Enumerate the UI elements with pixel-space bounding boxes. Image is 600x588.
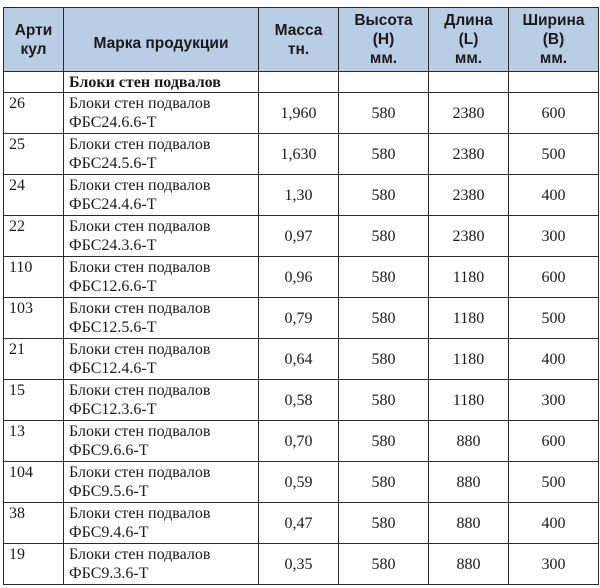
- table-row: [4, 421, 599, 462]
- header-row: [4, 8, 599, 72]
- cell-article: 21: [4, 339, 64, 380]
- product-mark: ФБС24.3.6-Т: [69, 237, 157, 254]
- header-length-line-3: мм.: [454, 50, 483, 67]
- product-name: Блоки стен подвалов: [69, 95, 211, 112]
- table-row: [4, 134, 599, 175]
- cell-width: 400: [509, 339, 599, 380]
- table-row: [4, 298, 599, 339]
- cell-length: 2380: [429, 93, 509, 134]
- cell-width: 500: [509, 298, 599, 339]
- section-row: [4, 72, 599, 93]
- section-empty-cell: [509, 72, 599, 93]
- cell-mass: 0,79: [259, 298, 339, 339]
- table-row: [4, 93, 599, 134]
- cell-length: 2380: [429, 216, 509, 257]
- product-name: Блоки стен подвалов: [69, 341, 211, 358]
- cell-article: 15: [4, 380, 64, 421]
- product-name: Блоки стен подвалов: [69, 423, 211, 440]
- cell-height: 580: [339, 134, 429, 175]
- product-name: Блоки стен подвалов: [69, 177, 211, 194]
- product-mark: ФБС12.3.6-Т: [69, 401, 157, 418]
- cell-height: 580: [339, 421, 429, 462]
- product-name: Блоки стен подвалов: [69, 136, 211, 153]
- cell-product: [64, 298, 259, 339]
- header-width-line-3: мм.: [539, 50, 568, 67]
- cell-width: 600: [509, 421, 599, 462]
- cell-product: [64, 503, 259, 544]
- section-empty-cell: [429, 72, 509, 93]
- product-mark: ФБС12.4.6-Т: [69, 360, 157, 377]
- product-mark: ФБС12.6.6-Т: [69, 278, 157, 295]
- cell-mass: 0,64: [259, 339, 339, 380]
- cell-product: [64, 175, 259, 216]
- header-height-line-2: (H): [372, 31, 395, 48]
- product-name: Блоки стен подвалов: [69, 464, 211, 481]
- cell-product: [64, 257, 259, 298]
- header-height: [339, 8, 429, 72]
- header-height-line-1: Высота: [354, 12, 413, 29]
- cell-length: 1180: [429, 339, 509, 380]
- table-row: [4, 380, 599, 421]
- cell-height: 580: [339, 339, 429, 380]
- table-row: [4, 462, 599, 503]
- cell-mass: 0,59: [259, 462, 339, 503]
- table-row: [4, 503, 599, 544]
- product-name: Блоки стен подвалов: [69, 505, 211, 522]
- cell-length: 1180: [429, 257, 509, 298]
- cell-mass: 0,35: [259, 544, 339, 585]
- section-title: Блоки стен подвалов: [64, 72, 259, 93]
- cell-height: 580: [339, 462, 429, 503]
- header-article-line-1: Арти: [14, 21, 53, 39]
- cell-width: 500: [509, 462, 599, 503]
- product-mark: ФБС24.6.6-Т: [69, 114, 157, 131]
- cell-product: [64, 134, 259, 175]
- cell-mass: 1,630: [259, 134, 339, 175]
- header-mass-line-1: Масса: [274, 21, 323, 39]
- header-article: [4, 8, 64, 72]
- cell-height: 580: [339, 257, 429, 298]
- cell-height: 580: [339, 298, 429, 339]
- cell-height: 580: [339, 503, 429, 544]
- cell-length: 1180: [429, 298, 509, 339]
- product-mark: ФБС9.3.6-Т: [69, 565, 149, 582]
- cell-width: 400: [509, 503, 599, 544]
- product-mark: ФБС9.6.6-Т: [69, 442, 149, 459]
- table-row: [4, 544, 599, 585]
- cell-height: 580: [339, 544, 429, 585]
- table-row: [4, 339, 599, 380]
- header-length-line-2: (L): [458, 31, 479, 48]
- cell-mass: 0,58: [259, 380, 339, 421]
- table-row: [4, 257, 599, 298]
- cell-width: 600: [509, 93, 599, 134]
- header-height-line-3: мм.: [369, 50, 398, 67]
- cell-article: 104: [4, 462, 64, 503]
- cell-product: [64, 380, 259, 421]
- product-name: Блоки стен подвалов: [69, 382, 211, 399]
- cell-mass: 0,96: [259, 257, 339, 298]
- cell-mass: 1,960: [259, 93, 339, 134]
- header-width-line-1: Ширина: [522, 12, 585, 29]
- product-mark: ФБС9.5.6-Т: [69, 483, 149, 500]
- cell-article: 24: [4, 175, 64, 216]
- section-empty-cell: [339, 72, 429, 93]
- product-mark: ФБС12.5.6-Т: [69, 319, 157, 336]
- table-row: [4, 216, 599, 257]
- cell-width: 300: [509, 380, 599, 421]
- cell-length: 2380: [429, 134, 509, 175]
- cell-article: 38: [4, 503, 64, 544]
- cell-mass: 0,70: [259, 421, 339, 462]
- cell-product: [64, 339, 259, 380]
- cell-height: 580: [339, 216, 429, 257]
- cell-article: 103: [4, 298, 64, 339]
- header-mass-line-2: тн.: [287, 40, 310, 58]
- header-product: Марка продукции: [64, 8, 259, 72]
- cell-height: 580: [339, 93, 429, 134]
- cell-length: 880: [429, 421, 509, 462]
- cell-width: 300: [509, 216, 599, 257]
- table-header: [4, 8, 599, 72]
- header-length-line-1: Длина: [444, 12, 493, 29]
- product-mark: ФБС24.4.6-Т: [69, 196, 157, 213]
- product-name: Блоки стен подвалов: [69, 546, 211, 563]
- cell-length: 880: [429, 462, 509, 503]
- product-mark: ФБС9.4.6-Т: [69, 524, 149, 541]
- cell-article: 13: [4, 421, 64, 462]
- header-width: [509, 8, 599, 72]
- product-name: Блоки стен подвалов: [69, 218, 211, 235]
- header-width-line-2: (B): [542, 31, 565, 48]
- cell-width: 600: [509, 257, 599, 298]
- header-length: [429, 8, 509, 72]
- cell-width: 500: [509, 134, 599, 175]
- cell-mass: 0,47: [259, 503, 339, 544]
- cell-product: [64, 93, 259, 134]
- cell-height: 580: [339, 175, 429, 216]
- cell-mass: 1,30: [259, 175, 339, 216]
- cell-article: 19: [4, 544, 64, 585]
- product-spec-table: [3, 7, 599, 585]
- header-article-line-2: кул: [20, 40, 47, 58]
- cell-article: 110: [4, 257, 64, 298]
- cell-length: 2380: [429, 175, 509, 216]
- cell-product: [64, 462, 259, 503]
- cell-height: 580: [339, 380, 429, 421]
- product-mark: ФБС24.5.6-Т: [69, 155, 157, 172]
- cell-width: 400: [509, 175, 599, 216]
- cell-article: 26: [4, 93, 64, 134]
- cell-product: [64, 544, 259, 585]
- cell-article: 25: [4, 134, 64, 175]
- cell-length: 880: [429, 544, 509, 585]
- cell-product: [64, 421, 259, 462]
- cell-article: 22: [4, 216, 64, 257]
- cell-width: 300: [509, 544, 599, 585]
- section-empty-cell: [259, 72, 339, 93]
- header-mass: [259, 8, 339, 72]
- cell-length: 1180: [429, 380, 509, 421]
- table-row: [4, 175, 599, 216]
- cell-mass: 0,97: [259, 216, 339, 257]
- table-body: [4, 72, 599, 585]
- cell-product: [64, 216, 259, 257]
- cell-length: 880: [429, 503, 509, 544]
- product-name: Блоки стен подвалов: [69, 259, 211, 276]
- section-empty-cell: [4, 72, 64, 93]
- product-name: Блоки стен подвалов: [69, 300, 211, 317]
